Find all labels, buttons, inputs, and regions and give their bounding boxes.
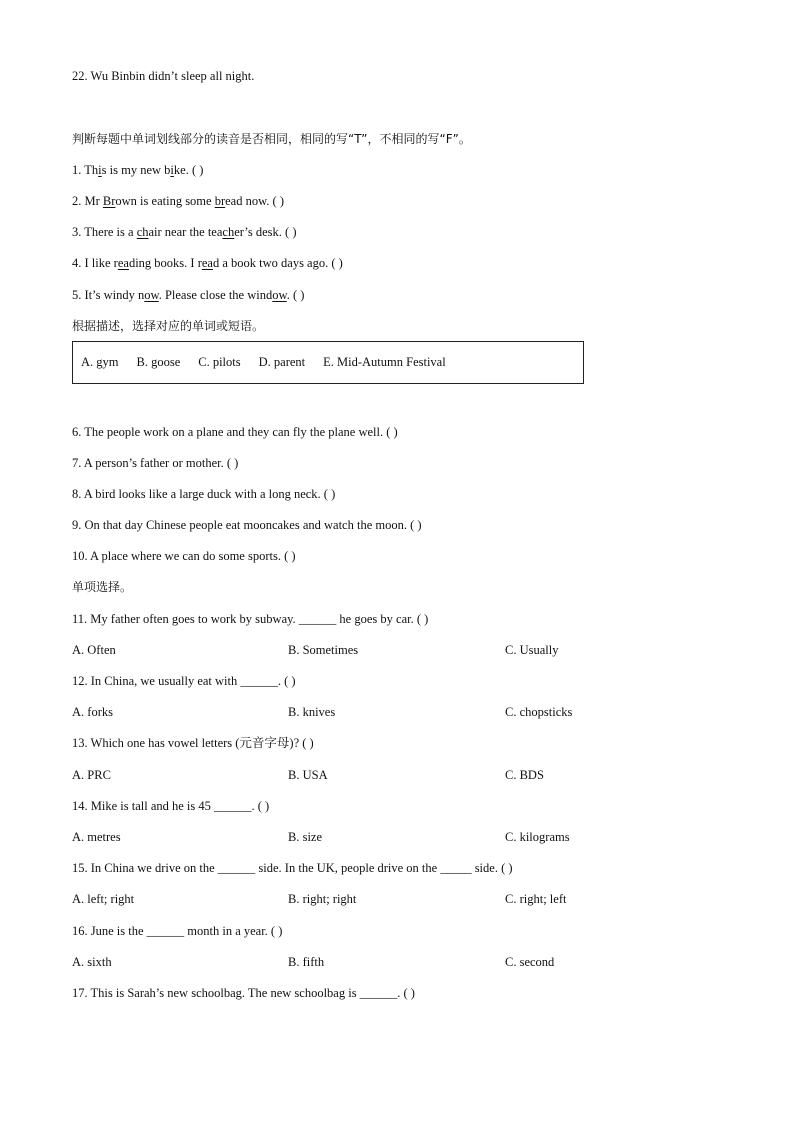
word-option: C. pilots [198, 355, 241, 369]
pron-question-3: 3. There is a chair near the teacher’s desk. ( ) [72, 225, 297, 239]
choice-option-a: A. metres [72, 830, 121, 844]
choice-option-c: C. chopsticks [505, 705, 573, 719]
word-option: B. goose [136, 355, 181, 369]
choice-question-11: 11. My father often goes to work by subway. ______ he goes by car. ( ) [72, 612, 429, 626]
choice-option-b: B. Sometimes [288, 643, 359, 657]
match-question-10: 10. A place where we can do some sports. ( ) [72, 549, 296, 563]
choice-option-a: A. left; right [72, 892, 135, 906]
choice-option-a: A. Often [72, 643, 116, 657]
pron-question-1: 1. This is my new bike. ( ) [72, 163, 204, 177]
word-option: D. parent [258, 355, 306, 369]
choice-question-15: 15. In China we drive on the ______ side. In the UK, people drive on the _____ side. ( ) [72, 861, 513, 875]
choice-option-b: B. knives [288, 705, 336, 719]
choice-question-14: 14. Mike is tall and he is 45 ______. ( ) [72, 799, 270, 813]
choice-option-c: C. Usually [505, 643, 559, 657]
match-question-9: 9. On that day Chinese people eat mooncakes and watch the moon. ( ) [72, 518, 422, 532]
choice-option-c: C. right; left [505, 892, 567, 906]
word-bank-options [81, 355, 464, 370]
choice-option-a: A. sixth [72, 955, 112, 969]
question-22: 22. Wu Binbin didn’t sleep all night. [72, 69, 255, 83]
match-question-8: 8. A bird looks like a large duck with a long neck. ( ) [72, 487, 336, 501]
pron-question-2: 2. Mr Brown is eating some bread now. ( ) [72, 194, 285, 208]
pron-question-4: 4. I like reading books. I read a book two days ago. ( ) [72, 256, 343, 270]
section-matching-title: 根据描述，选择对应的单词或短语。 [72, 319, 265, 333]
match-question-6: 6. The people work on a plane and they can fly the plane well. ( ) [72, 425, 398, 439]
choice-question-16: 16. June is the ______ month in a year. ( ) [72, 924, 283, 938]
choice-option-b: B. right; right [288, 892, 357, 906]
choice-question-12: 12. In China, we usually eat with ______. ( ) [72, 674, 296, 688]
match-question-7: 7. A person’s father or mother. ( ) [72, 456, 239, 470]
pron-question-5: 5. It’s windy now. Please close the window. ( ) [72, 288, 305, 302]
choice-question-13: 13. Which one has vowel letters (元音字母)? ( ) [72, 736, 314, 750]
choice-option-c: C. kilograms [505, 830, 570, 844]
section-pronunciation-title: 判断每题中单词划线部分的读音是否相同，相同的写“T”，不相同的写“F”。 [72, 132, 471, 146]
choice-option-a: A. forks [72, 705, 113, 719]
choice-option-b: B. USA [288, 768, 328, 782]
choice-option-b: B. fifth [288, 955, 325, 969]
choice-option-a: A. PRC [72, 768, 111, 782]
section-choice-title: 单项选择。 [72, 580, 133, 594]
word-option: E. Mid-Autumn Festival [323, 355, 446, 369]
choice-option-c: C. second [505, 955, 555, 969]
choice-option-b: B. size [288, 830, 323, 844]
choice-question-17: 17. This is Sarah’s new schoolbag. The new schoolbag is ______. ( ) [72, 986, 415, 1000]
choice-option-c: C. BDS [505, 768, 544, 782]
word-option: A. gym [81, 355, 119, 369]
word-bank-box [72, 341, 584, 384]
